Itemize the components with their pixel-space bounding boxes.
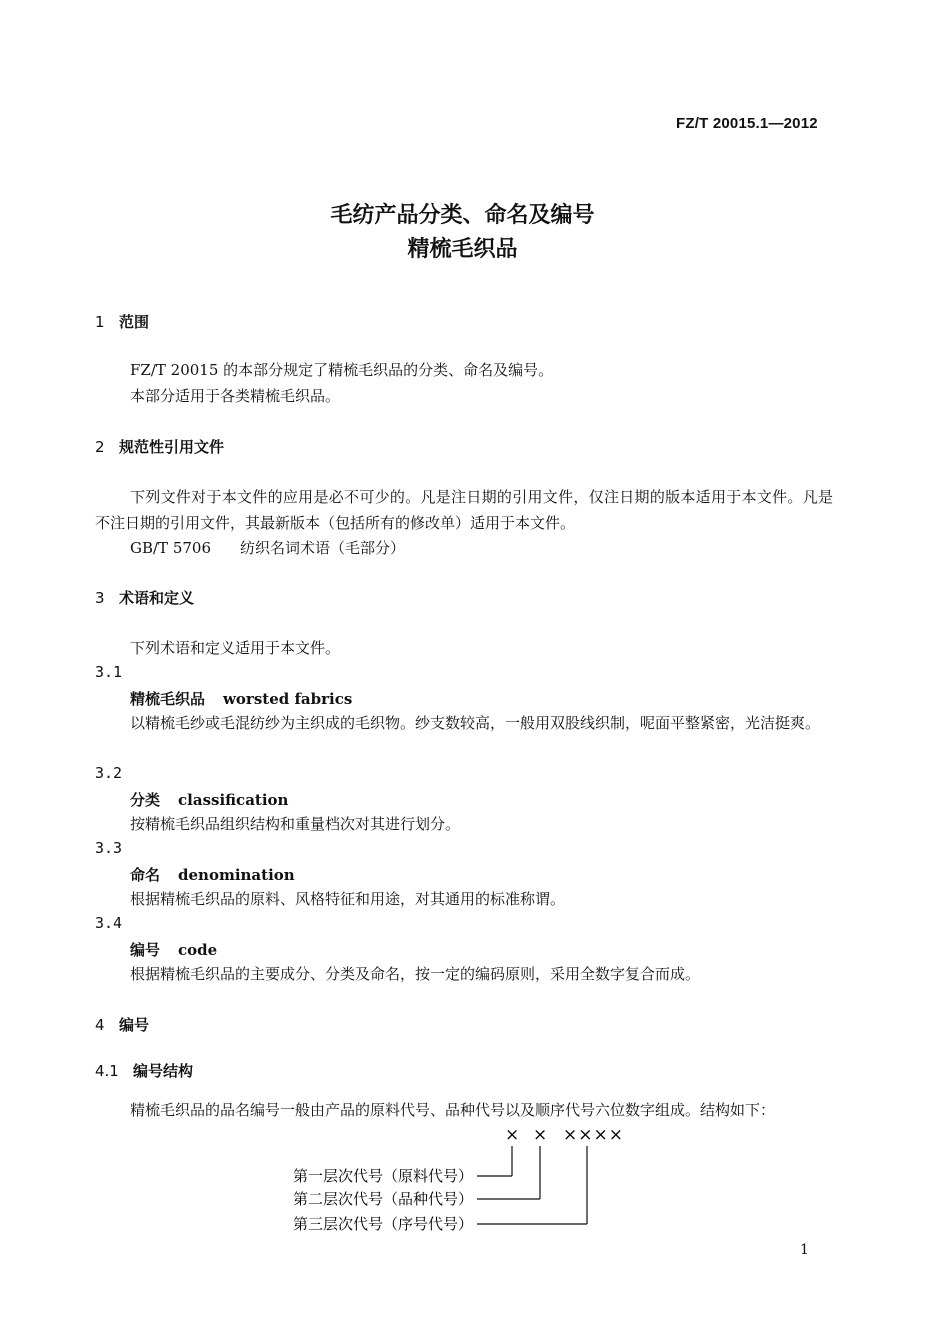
code-level-2-label: 第二层次代号（品种代号） xyxy=(293,1190,474,1208)
reference-title: 纺织名词术语（毛部分） xyxy=(240,539,406,557)
page-number: 1 xyxy=(800,1242,809,1258)
term-definition: 以精梳毛纱或毛混纺纱为主织成的毛织物。纱支数较高，一般用双股线织制，呢面平整紧密，光洁挺爽。 xyxy=(130,714,821,732)
term-definition: 根据精梳毛织品的原料、风格特征和用途，对其通用的标准称谓。 xyxy=(130,890,566,908)
term-chinese: 精梳毛织品 xyxy=(130,690,206,708)
term-english: worsted fabrics xyxy=(223,690,353,708)
clause-number: 3.3 xyxy=(95,839,123,857)
section-number: 1 xyxy=(95,313,105,331)
code-level-1-label: 第一层次代号（原料代号） xyxy=(293,1167,474,1185)
term-chinese: 编号 xyxy=(130,941,161,959)
code-level-3-label: 第三层次代号（序号代号） xyxy=(293,1215,474,1233)
paragraph: 本部分适用于各类精梳毛织品。 xyxy=(130,387,341,405)
section-number: 3 xyxy=(95,589,105,607)
section-title: 术语和定义 xyxy=(119,589,195,607)
term-chinese: 分类 xyxy=(130,791,161,809)
document-subtitle: 精梳毛织品 xyxy=(407,237,518,262)
subsection-title: 编号结构 xyxy=(133,1062,194,1080)
code-symbol-2: × xyxy=(533,1125,549,1145)
term-english: classification xyxy=(178,791,289,809)
term-definition: 按精梳毛织品组织结构和重量档次对其进行划分。 xyxy=(130,815,461,833)
document-title: 毛纺产品分类、命名及编号 xyxy=(330,203,595,228)
term-english: code xyxy=(178,941,218,959)
reference-code: GB/T 5706 xyxy=(130,539,212,557)
code-symbol-1: × xyxy=(505,1125,521,1145)
term-chinese: 命名 xyxy=(130,866,161,884)
section-title: 范围 xyxy=(119,313,150,331)
paragraph: 下列文件对于本文件的应用是必不可少的。凡是注日期的引用文件，仅注日期的版本适用于本文件。凡是不注日期的引用文件，其最新版本（包括所有的修改单）适用于本文件。 xyxy=(95,488,833,532)
clause-number: 3.4 xyxy=(95,914,123,932)
term-english: denomination xyxy=(178,866,295,884)
paragraph: 下列术语和定义适用于本文件。 xyxy=(130,639,341,657)
clause-number: 3.1 xyxy=(95,663,123,681)
paragraph: FZ/T 20015 的本部分规定了精梳毛织品的分类、命名及编号。 xyxy=(130,361,554,379)
section-number: 4 xyxy=(95,1016,105,1034)
term-definition: 根据精梳毛织品的主要成分、分类及命名，按一定的编码原则，采用全数字复合而成。 xyxy=(130,965,701,983)
paragraph: 精梳毛织品的品名编号一般由产品的原料代号、品种代号以及顺序代号六位数字组成。结构如下： xyxy=(130,1101,776,1119)
standard-number: FZ/T 20015.1—2012 xyxy=(676,115,818,132)
section-title: 编号 xyxy=(119,1016,150,1034)
subsection-number: 4.1 xyxy=(95,1062,119,1080)
clause-number: 3.2 xyxy=(95,764,123,782)
section-title: 规范性引用文件 xyxy=(119,438,225,456)
code-symbol-3: ×××× xyxy=(563,1125,624,1145)
section-number: 2 xyxy=(95,438,105,456)
